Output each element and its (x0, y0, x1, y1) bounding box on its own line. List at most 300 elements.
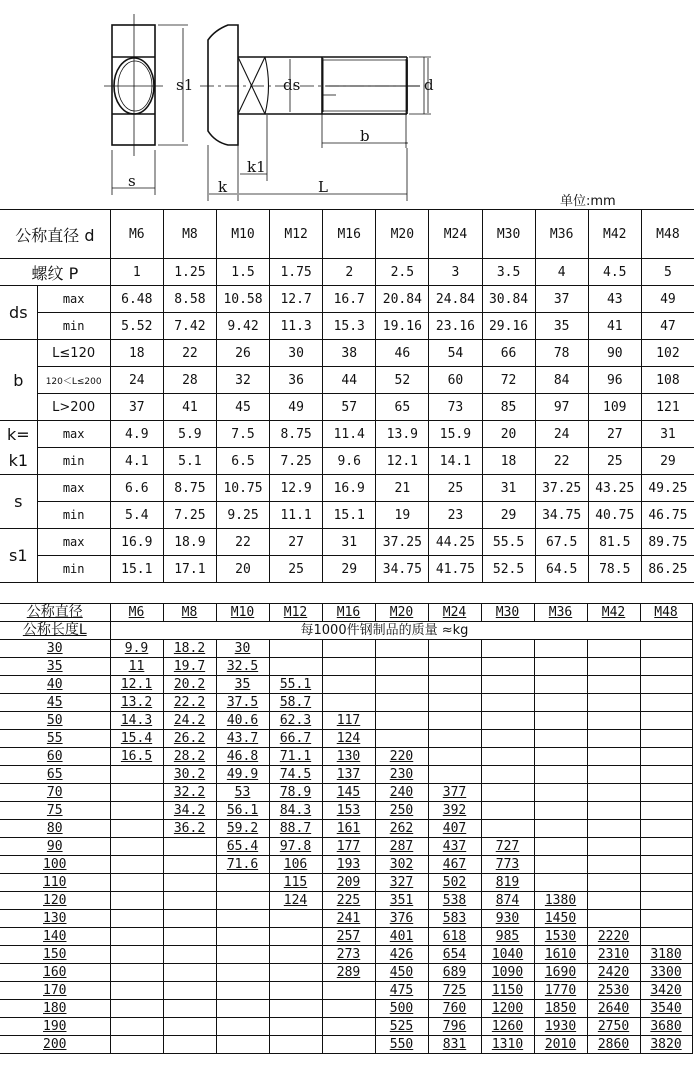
mass-row (0, 928, 692, 946)
mass-cell (640, 928, 692, 946)
table-cell: 20 (482, 421, 535, 448)
size-header-row (0, 210, 694, 259)
mass-cell (587, 676, 640, 694)
table-cell: 52.5 (482, 556, 535, 583)
mass-cell (269, 964, 322, 982)
mass-cell: 88.7 (269, 820, 322, 838)
length-cell: 90 (0, 838, 110, 856)
mass-cell: 84.3 (269, 802, 322, 820)
row-sublabel: max (37, 286, 110, 313)
mass-cell: 32.2 (163, 784, 216, 802)
mass-cell (375, 694, 428, 712)
mass-cell: 74.5 (269, 766, 322, 784)
table-cell: 8.75 (163, 475, 216, 502)
table-cell: 20.84 (376, 286, 429, 313)
table-cell: 108 (641, 367, 694, 394)
mass-cell: 34.2 (163, 802, 216, 820)
size-cell: M24 (429, 210, 482, 259)
mass-cell (375, 676, 428, 694)
table-cell: 43 (588, 286, 641, 313)
mass-cell: 1090 (481, 964, 534, 982)
mass-cell (534, 856, 587, 874)
mass-cell (481, 802, 534, 820)
mass-cell: 3680 (640, 1018, 692, 1036)
mass-row (0, 766, 692, 784)
mass-cell (163, 1036, 216, 1054)
mass-cell: 525 (375, 1018, 428, 1036)
mass-cell: 56.1 (216, 802, 269, 820)
mass-cell (428, 766, 481, 784)
mass-cell (587, 802, 640, 820)
mass-cell: 1310 (481, 1036, 534, 1054)
table-cell: 11.1 (270, 502, 323, 529)
mass-cell: 819 (481, 874, 534, 892)
mass-cell: 115 (269, 874, 322, 892)
mass-cell (640, 640, 692, 658)
mass-cell (587, 640, 640, 658)
mass-cell (640, 676, 692, 694)
table-cell: 32 (216, 367, 269, 394)
table-cell: 23 (429, 502, 482, 529)
mass-cell (216, 892, 269, 910)
length-cell: 120 (0, 892, 110, 910)
table-cell: 3.5 (482, 259, 535, 286)
mass-cell: 2640 (587, 1000, 640, 1018)
mass-cell: 654 (428, 946, 481, 964)
mass-cell: 19.7 (163, 658, 216, 676)
mass-cell (322, 1018, 375, 1036)
mass-cell (110, 874, 163, 892)
mass-cell (481, 640, 534, 658)
mass-cell: 20.2 (163, 676, 216, 694)
mass-cell (534, 820, 587, 838)
table-cell: 20 (216, 556, 269, 583)
length-cell: 45 (0, 694, 110, 712)
table-cell: 60 (429, 367, 482, 394)
k-max-row (0, 421, 694, 448)
table-cell: 7.25 (270, 448, 323, 475)
table-cell: 78 (535, 340, 588, 367)
mass-cell (587, 784, 640, 802)
label-s1: s1 (176, 76, 194, 94)
size-cell: M36 (535, 210, 588, 259)
mass-cell: 71.6 (216, 856, 269, 874)
table-cell: 4.9 (110, 421, 163, 448)
mass-cell (428, 694, 481, 712)
mass-row (0, 910, 692, 928)
mass-cell: 538 (428, 892, 481, 910)
table-cell: 18.9 (163, 529, 216, 556)
mass-cell: 43.7 (216, 730, 269, 748)
table-cell: 17.1 (163, 556, 216, 583)
mass-cell: 550 (375, 1036, 428, 1054)
row-sublabel: max (37, 475, 110, 502)
table-cell: 1.25 (163, 259, 216, 286)
mass-cell: 1260 (481, 1018, 534, 1036)
length-cell: 50 (0, 712, 110, 730)
label-k1: k1 (247, 158, 266, 176)
mass-cell: 725 (428, 982, 481, 1000)
mass-cell: 1450 (534, 910, 587, 928)
table-cell: 6.48 (110, 286, 163, 313)
row-sublabel: min (37, 313, 110, 340)
k-group-label: k= (0, 421, 37, 448)
mass-cell: 327 (375, 874, 428, 892)
mass-cell: 796 (428, 1018, 481, 1036)
mass-cell: 773 (481, 856, 534, 874)
size-cell: M20 (376, 210, 429, 259)
label-ds: ds (283, 76, 301, 94)
mass-cell: 2530 (587, 982, 640, 1000)
mass-cell: 153 (322, 802, 375, 820)
table-cell: 11.3 (270, 313, 323, 340)
mass-cell (428, 676, 481, 694)
table-cell: 2.5 (376, 259, 429, 286)
mass-cell: 117 (322, 712, 375, 730)
mass-cell (216, 964, 269, 982)
mass-cell: 59.2 (216, 820, 269, 838)
length-cell: 160 (0, 964, 110, 982)
table-cell: 37.25 (535, 475, 588, 502)
pitch-row (0, 259, 694, 286)
table-cell: 73 (429, 394, 482, 421)
table-cell: 27 (588, 421, 641, 448)
mass-cell (428, 658, 481, 676)
table-cell: 15.1 (323, 502, 376, 529)
table-cell: 29 (323, 556, 376, 583)
s1-max-row (0, 529, 694, 556)
mass-cell: 209 (322, 874, 375, 892)
table-cell: 57 (323, 394, 376, 421)
mass-cell (481, 766, 534, 784)
mass-cell: 689 (428, 964, 481, 982)
s-group-label: s (0, 475, 37, 529)
mass-cell (110, 1036, 163, 1054)
table-cell: 28 (163, 367, 216, 394)
row-sublabel: max (37, 529, 110, 556)
table-cell: 31 (482, 475, 535, 502)
mass-cell (534, 694, 587, 712)
mass-cell: 1690 (534, 964, 587, 982)
mass-cell (640, 712, 692, 730)
pitch-label: 螺纹 P (0, 259, 110, 286)
s1-min-row (0, 556, 694, 583)
mass-cell: 583 (428, 910, 481, 928)
mass-cell: 376 (375, 910, 428, 928)
mass-cell: 2420 (587, 964, 640, 982)
table-cell: 7.42 (163, 313, 216, 340)
mass-cell: 124 (322, 730, 375, 748)
mass-cell: 15.4 (110, 730, 163, 748)
mass-cell: 240 (375, 784, 428, 802)
mass-cell (216, 1000, 269, 1018)
mass-cell (110, 838, 163, 856)
mass-cell: 502 (428, 874, 481, 892)
mass-cell (322, 694, 375, 712)
mass-cell (481, 748, 534, 766)
mass-cell (322, 982, 375, 1000)
table-cell: 47 (641, 313, 694, 340)
mass-cell (587, 730, 640, 748)
mass-cell: 760 (428, 1000, 481, 1018)
length-cell: 130 (0, 910, 110, 928)
mass-cell (110, 928, 163, 946)
mass-cell (269, 910, 322, 928)
length-cell: 180 (0, 1000, 110, 1018)
mass-cell (110, 982, 163, 1000)
mass-cell (163, 928, 216, 946)
size-cell: M48 (640, 604, 692, 622)
table-cell: 29 (641, 448, 694, 475)
mass-cell (534, 676, 587, 694)
table-cell: 25 (270, 556, 323, 583)
b-group-label: b (0, 340, 37, 421)
unit-label: 单位:mm (560, 194, 616, 209)
mass-cell: 37.5 (216, 694, 269, 712)
mass-cell (534, 802, 587, 820)
mass-cell: 257 (322, 928, 375, 946)
mass-cell (587, 748, 640, 766)
table-cell: 41 (163, 394, 216, 421)
table-cell: 40.75 (588, 502, 641, 529)
mass-row (0, 874, 692, 892)
mass-cell (163, 856, 216, 874)
length-cell: 55 (0, 730, 110, 748)
mass-cell: 3820 (640, 1036, 692, 1054)
table-cell: 4 (535, 259, 588, 286)
mass-cell (640, 802, 692, 820)
table-cell: 29 (482, 502, 535, 529)
mass-cell (216, 928, 269, 946)
mass-cell: 1930 (534, 1018, 587, 1036)
mass-cell: 177 (322, 838, 375, 856)
mass-cell: 46.8 (216, 748, 269, 766)
table-cell: 45 (216, 394, 269, 421)
mass-cell (534, 658, 587, 676)
mass-cell: 32.5 (216, 658, 269, 676)
table-cell: 18 (110, 340, 163, 367)
mass-row (0, 1018, 692, 1036)
length-cell: 60 (0, 748, 110, 766)
mass-cell (163, 964, 216, 982)
mass-cell: 475 (375, 982, 428, 1000)
mass-cell (269, 1000, 322, 1018)
mass-cell (269, 658, 322, 676)
table-cell: 5.4 (110, 502, 163, 529)
length-cell: 190 (0, 1018, 110, 1036)
mass-cell (110, 1000, 163, 1018)
row-sublabel: min (37, 556, 110, 583)
table-cell: 72 (482, 367, 535, 394)
mass-cell (322, 658, 375, 676)
mass-cell (163, 946, 216, 964)
table-cell: 30.84 (482, 286, 535, 313)
nominal-length-label: 公称长度L (0, 622, 110, 640)
mass-cell: 377 (428, 784, 481, 802)
table-cell: 4.1 (110, 448, 163, 475)
mass-cell (163, 1000, 216, 1018)
mass-cell (216, 910, 269, 928)
size-cell: M36 (534, 604, 587, 622)
mass-cell: 62.3 (269, 712, 322, 730)
mass-row (0, 946, 692, 964)
mass-cell: 273 (322, 946, 375, 964)
mass-row (0, 1000, 692, 1018)
mass-cell (216, 946, 269, 964)
mass-cell (269, 1018, 322, 1036)
table-cell: 64.5 (535, 556, 588, 583)
mass-cell (534, 748, 587, 766)
mass-cell: 49.9 (216, 766, 269, 784)
mass-cell: 401 (375, 928, 428, 946)
mass-cell (640, 694, 692, 712)
length-cell: 200 (0, 1036, 110, 1054)
mass-cell (110, 766, 163, 784)
mass-cell (269, 928, 322, 946)
size-cell: M16 (322, 604, 375, 622)
mass-cell (110, 964, 163, 982)
mass-cell: 11 (110, 658, 163, 676)
length-cell: 75 (0, 802, 110, 820)
size-cell: M16 (323, 210, 376, 259)
length-cell: 80 (0, 820, 110, 838)
mass-cell (375, 730, 428, 748)
mass-cell: 193 (322, 856, 375, 874)
mass-cell: 12.1 (110, 676, 163, 694)
mass-cell: 727 (481, 838, 534, 856)
row-sublabel: min (37, 502, 110, 529)
mass-cell: 262 (375, 820, 428, 838)
mass-cell: 407 (428, 820, 481, 838)
size-cell: M20 (375, 604, 428, 622)
label-k: k (218, 178, 228, 196)
mass-cell: 1770 (534, 982, 587, 1000)
length-cell: 65 (0, 766, 110, 784)
table-cell: 24 (535, 421, 588, 448)
mass-cell (269, 1036, 322, 1054)
table-cell: 121 (641, 394, 694, 421)
length-cell: 170 (0, 982, 110, 1000)
mass-cell (375, 658, 428, 676)
mass-cell (587, 694, 640, 712)
mass-cell (216, 1036, 269, 1054)
mass-cell (587, 874, 640, 892)
mass-row (0, 712, 692, 730)
mass-cell: 250 (375, 802, 428, 820)
table-cell: 6.5 (216, 448, 269, 475)
mass-cell (587, 910, 640, 928)
mass-cell (110, 1018, 163, 1036)
table-cell: 41.75 (429, 556, 482, 583)
mass-cell: 930 (481, 910, 534, 928)
table-cell: 27 (270, 529, 323, 556)
mass-cell: 220 (375, 748, 428, 766)
mass-cell: 1150 (481, 982, 534, 1000)
table-cell: 3 (429, 259, 482, 286)
table-cell: 34.75 (535, 502, 588, 529)
mass-cell: 16.5 (110, 748, 163, 766)
table-cell: 85 (482, 394, 535, 421)
length-cell: 140 (0, 928, 110, 946)
table-cell: 15.3 (323, 313, 376, 340)
mass-cell (640, 874, 692, 892)
mass-row (0, 820, 692, 838)
size-cell: M24 (428, 604, 481, 622)
table-cell: 24 (110, 367, 163, 394)
mass-cell: 2750 (587, 1018, 640, 1036)
table-cell: 25 (429, 475, 482, 502)
table-cell: 37.25 (376, 529, 429, 556)
size-cell: M30 (482, 210, 535, 259)
table-cell: 2 (323, 259, 376, 286)
table-cell: 5.1 (163, 448, 216, 475)
mass-cell (534, 766, 587, 784)
mass-cell: 66.7 (269, 730, 322, 748)
table-cell: 12.9 (270, 475, 323, 502)
mass-cell (640, 820, 692, 838)
mass-cell (640, 838, 692, 856)
table-cell: 43.25 (588, 475, 641, 502)
mass-cell: 145 (322, 784, 375, 802)
size-cell: M8 (163, 210, 216, 259)
mass-cell: 618 (428, 928, 481, 946)
mass-cell (216, 874, 269, 892)
mass-cell (587, 856, 640, 874)
label-L: L (318, 178, 328, 196)
mass-cell: 302 (375, 856, 428, 874)
mass-cell (481, 694, 534, 712)
row-sublabel: 120＜L≤200 (37, 367, 110, 394)
mass-cell (375, 712, 428, 730)
mass-cell (110, 892, 163, 910)
table-cell: 6.6 (110, 475, 163, 502)
mass-cell: 18.2 (163, 640, 216, 658)
mass-cell: 14.3 (110, 712, 163, 730)
label-d: d (424, 76, 434, 94)
table-cell: 5 (641, 259, 694, 286)
mass-subheader-row (0, 622, 692, 640)
length-cell: 150 (0, 946, 110, 964)
dimension-table (0, 209, 694, 583)
table-cell: 7.5 (216, 421, 269, 448)
b-r1-row (0, 340, 694, 367)
table-cell: 89.75 (641, 529, 694, 556)
mass-cell (481, 658, 534, 676)
mass-cell: 53 (216, 784, 269, 802)
mass-cell (534, 730, 587, 748)
table-cell: 65 (376, 394, 429, 421)
table-cell: 16.9 (323, 475, 376, 502)
table-cell: 18 (482, 448, 535, 475)
mass-cell (163, 910, 216, 928)
mass-cell (481, 712, 534, 730)
table-cell: 26 (216, 340, 269, 367)
table-cell: 1.75 (270, 259, 323, 286)
table-cell: 22 (535, 448, 588, 475)
mass-cell (640, 730, 692, 748)
table-cell: 49 (270, 394, 323, 421)
mass-cell (375, 640, 428, 658)
ds-max-row (0, 286, 694, 313)
table-cell: 86.25 (641, 556, 694, 583)
table-cell: 19 (376, 502, 429, 529)
table-cell: 67.5 (535, 529, 588, 556)
table-cell: 10.75 (216, 475, 269, 502)
mass-cell: 225 (322, 892, 375, 910)
label-b: b (360, 127, 370, 145)
mass-cell: 26.2 (163, 730, 216, 748)
length-cell: 100 (0, 856, 110, 874)
